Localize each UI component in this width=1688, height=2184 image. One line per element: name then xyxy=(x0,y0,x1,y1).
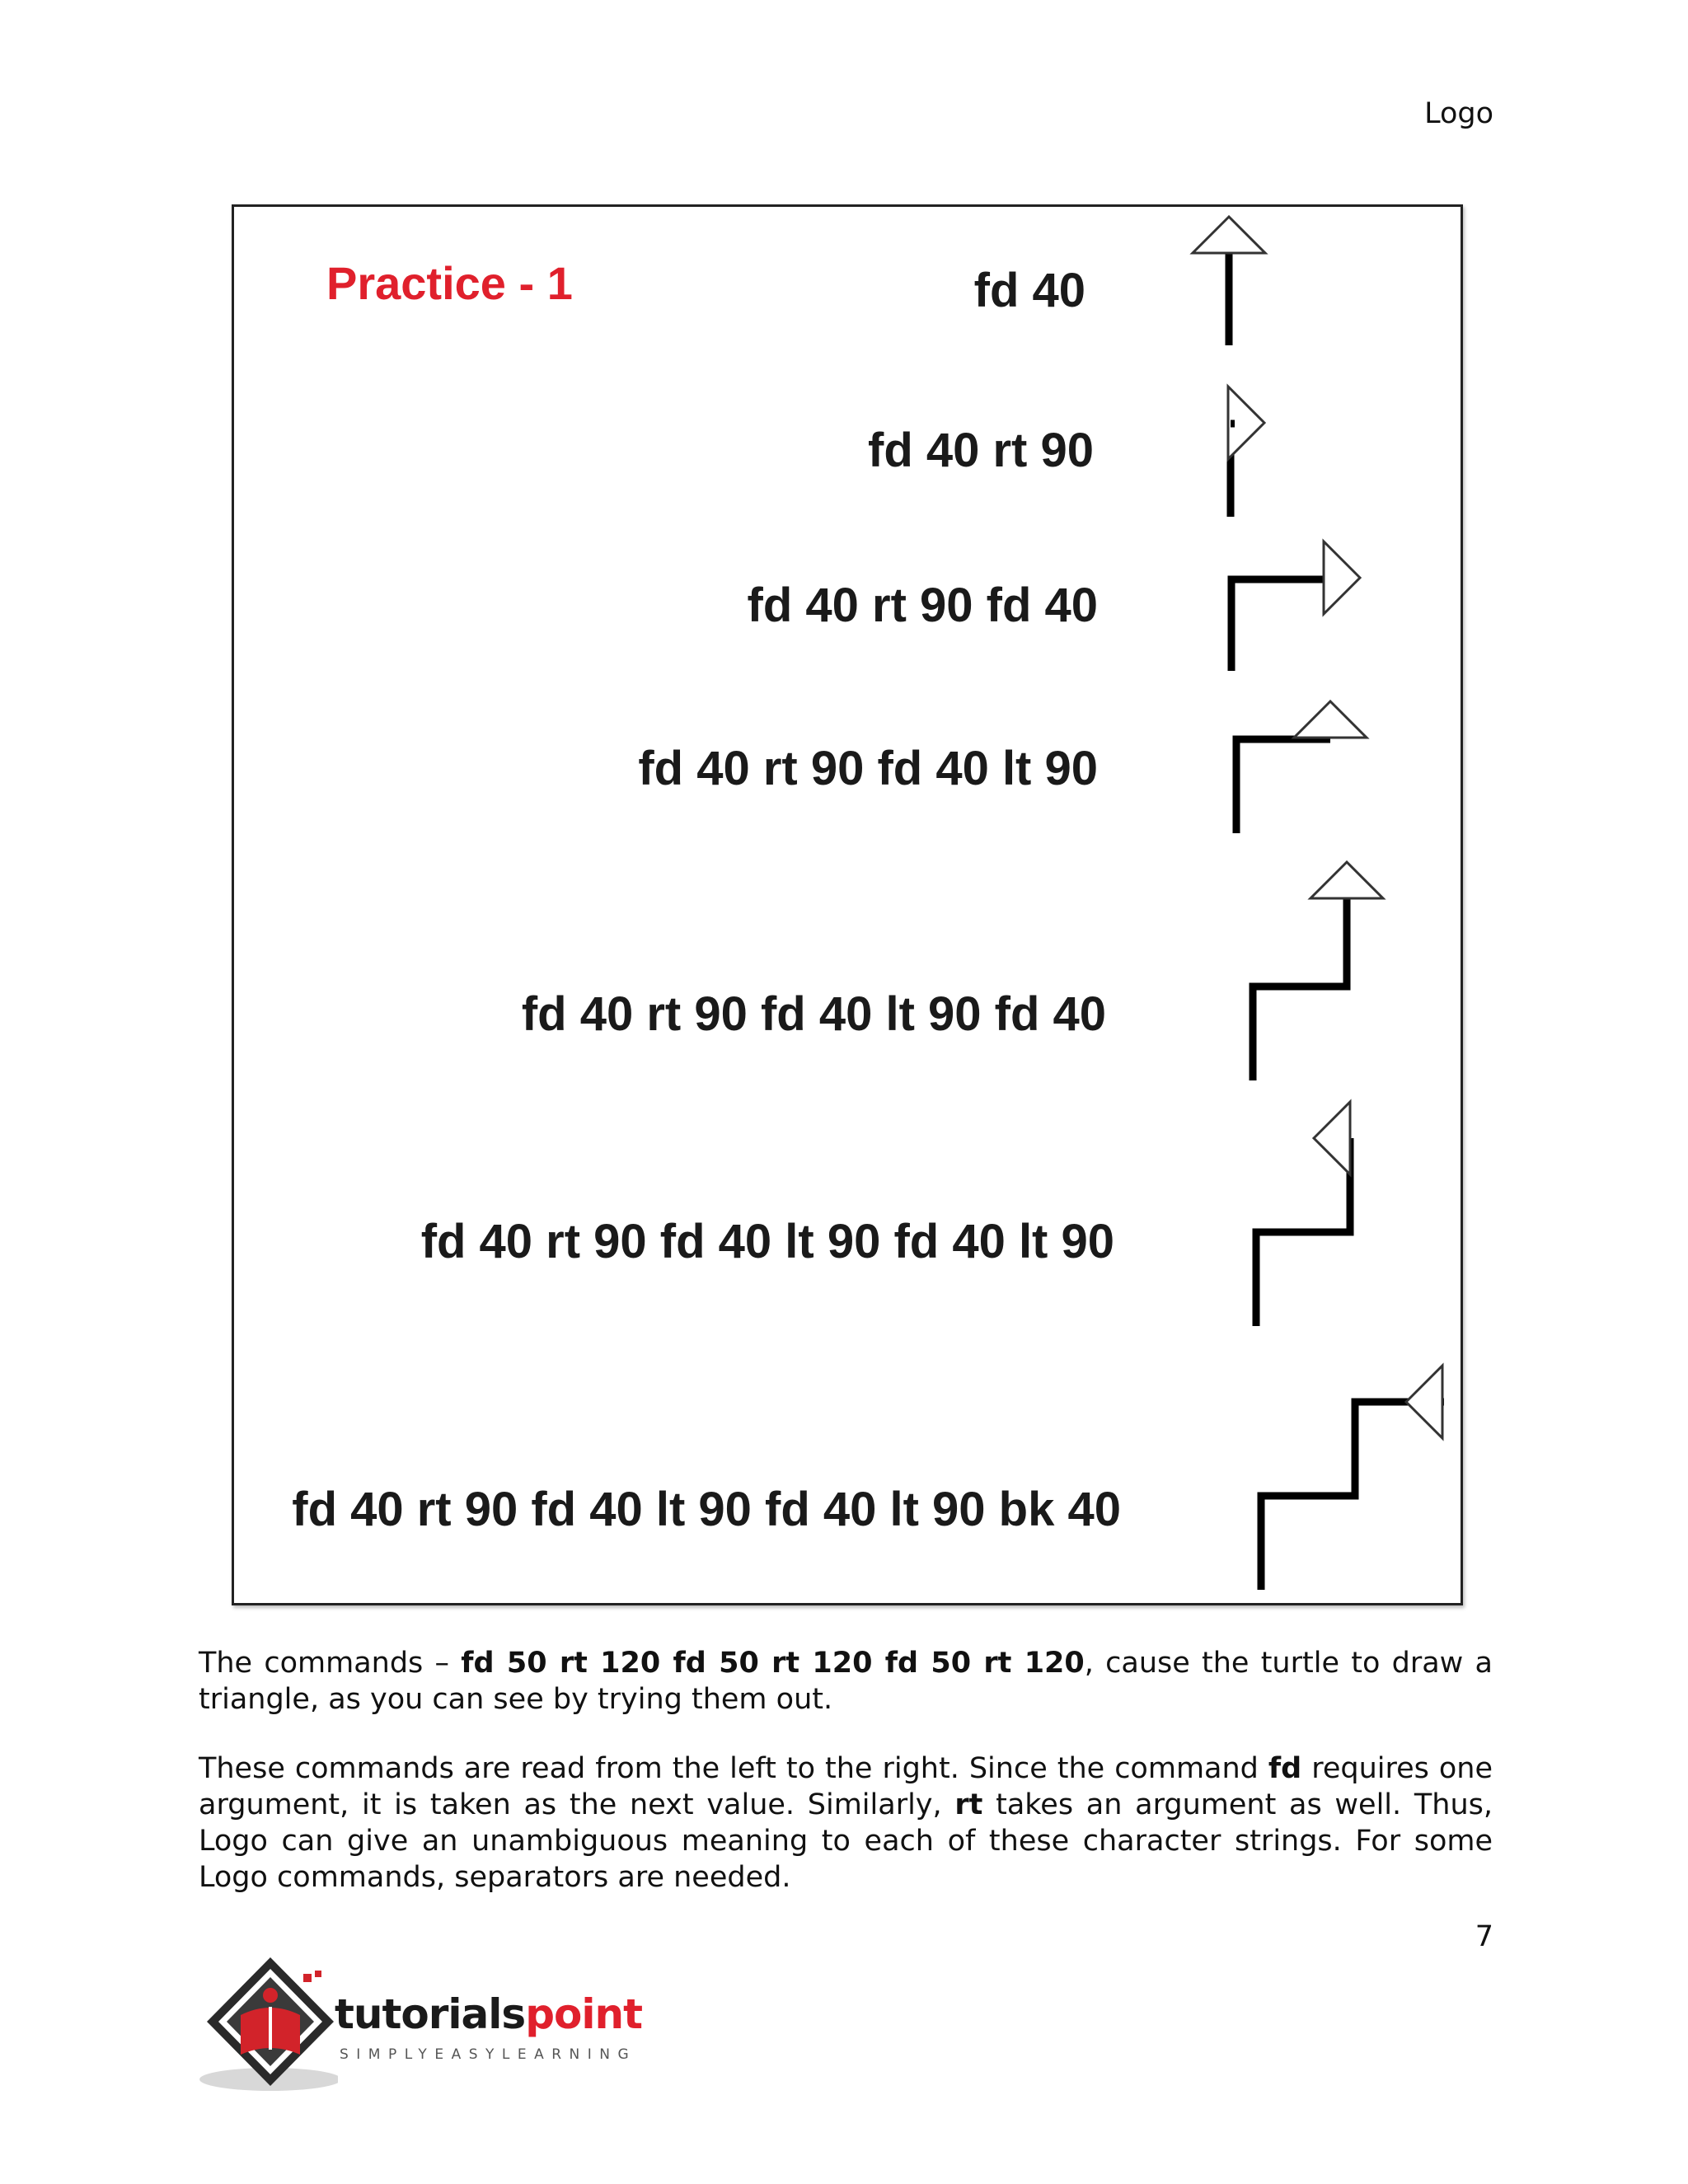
turtle-head-7-icon xyxy=(1406,1366,1442,1438)
turtle-head-1-icon xyxy=(1193,217,1265,253)
turtle-head-6-icon xyxy=(1314,1102,1350,1174)
command-7: fd 40 rt 90 fd 40 lt 90 fd 40 lt 90 bk 40 xyxy=(292,1483,1121,1536)
p2-text-3: takes an argument as well. Thus, Logo can give an unambiguous meaning to each of these character strings. For some Logo commands, separators are needed. xyxy=(199,1788,1493,1894)
turtle-head-3-icon xyxy=(1324,541,1360,614)
command-5: fd 40 rt 90 fd 40 lt 90 fd 40 xyxy=(521,987,1106,1041)
p2-text-1: These commands are read from the left to the right. Since the command xyxy=(199,1752,1268,1785)
turtle-path-3 xyxy=(1231,579,1326,671)
turtle-head-4-icon xyxy=(1294,701,1367,738)
p1-text-suffix: , cause the turtle to draw a triangle, as you can see by trying them out. xyxy=(199,1647,1493,1716)
page-number: 7 xyxy=(1475,1920,1493,1953)
command-6: fd 40 rt 90 fd 40 lt 90 fd 40 lt 90 xyxy=(420,1215,1114,1268)
logo-wordmark xyxy=(335,1990,642,2038)
logo-emblem-icon xyxy=(198,1949,338,2097)
command-2: fd 40 rt 90 xyxy=(868,424,1094,477)
command-3: fd 40 rt 90 fd 40 xyxy=(747,579,1098,632)
turtle-head-5-icon xyxy=(1311,862,1383,898)
turtle-path-6 xyxy=(1256,1138,1350,1326)
figure-title: Practice - 1 xyxy=(326,257,573,309)
logo-wordmark-part1: tutorials xyxy=(335,1990,526,2038)
p1-text-prefix: The commands – xyxy=(199,1647,462,1680)
p2-bold-rt: rt xyxy=(954,1788,983,1821)
paragraph-parsing xyxy=(199,1750,1493,1896)
practice-figure xyxy=(232,204,1463,1605)
turtle-drawings xyxy=(234,207,1465,1608)
logo-wordmark-part2: point xyxy=(525,1990,642,2038)
turtle-path-7 xyxy=(1261,1402,1444,1590)
command-1: fd 40 xyxy=(973,264,1085,317)
tutorialspoint-logo xyxy=(198,1949,676,2097)
paragraph-triangle xyxy=(199,1645,1493,1718)
command-4: fd 40 rt 90 fd 40 lt 90 xyxy=(638,742,1098,795)
turtle-path-5 xyxy=(1253,893,1347,1080)
p1-bold-commands: fd 50 rt 120 fd 50 rt 120 fd 50 rt 120 xyxy=(461,1647,1085,1680)
running-header: Logo xyxy=(1424,97,1493,130)
p2-text-2: requires one argument, it is taken as the next value. Similarly, xyxy=(199,1752,1493,1821)
turtle-path-4 xyxy=(1236,739,1330,833)
p2-bold-fd: fd xyxy=(1268,1752,1302,1785)
logo-tagline: SIMPLYEASYLEARNING xyxy=(340,2046,637,2063)
